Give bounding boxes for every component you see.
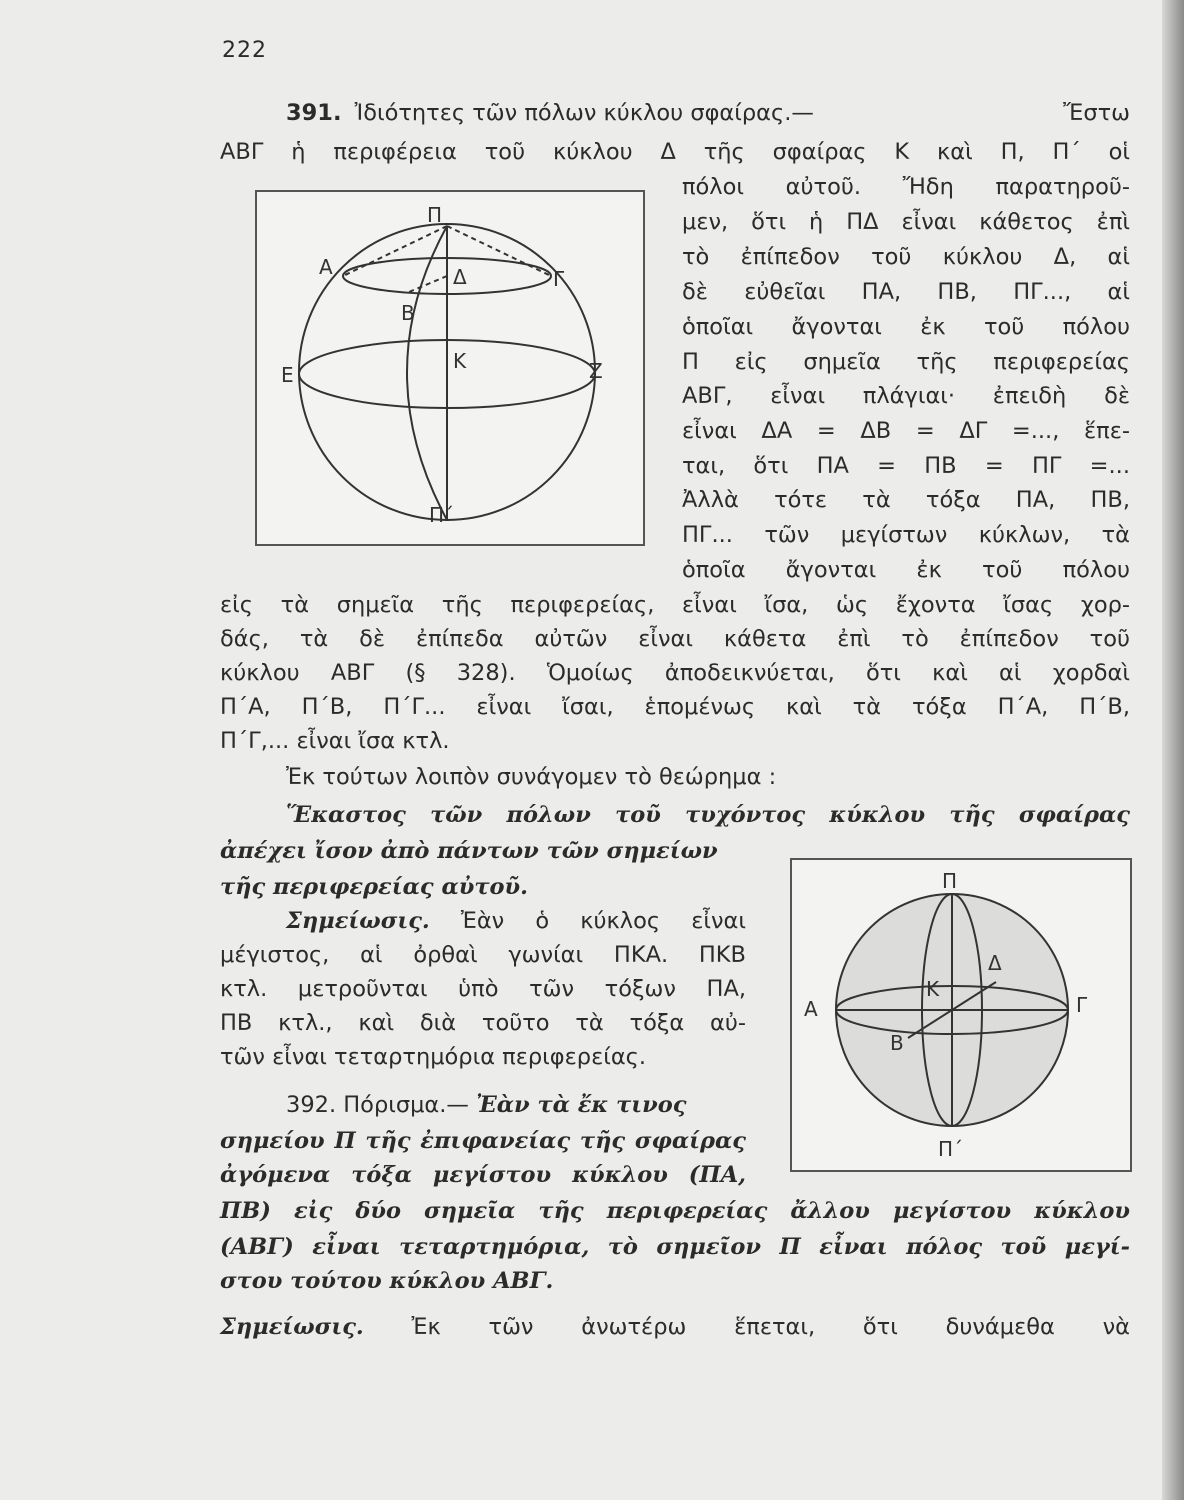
figure-2-label-g: Γ [1076, 993, 1088, 1017]
text-line: ΠΓ... τῶν μεγίστων κύκλων, τὰ [682, 522, 1130, 548]
text-line: ΑΒΓ, εἶναι πλάγιαι· ἐπειδὴ δὲ [682, 383, 1130, 409]
text-line: ται, ὅτι ΠΑ = ΠΒ = ΠΓ =... [682, 453, 1130, 479]
theorem-line: ἀπέχει ἴσον ἀπὸ πάντων τῶν σημείων [220, 838, 718, 864]
text-line: ὁποῖα ἄγονται ἐκ τοῦ πόλου [682, 557, 1130, 583]
meridian-arc [407, 226, 447, 520]
theorem-line: τῆς περιφερείας αὐτοῦ. [220, 874, 528, 900]
figure-1-label-p: Π [427, 203, 443, 227]
figure-2-label-d: Δ [988, 951, 1002, 975]
text-line: δὲ εὐθεῖαι ΠΑ, ΠΒ, ΠΓ..., αἱ [682, 279, 1130, 305]
figure-1-label-d: Δ [453, 265, 467, 289]
figure-1-label-b: Β [401, 301, 415, 325]
corollary-line: (ΑΒΓ) εἶναι τεταρτημόρια, τὸ σημεῖον Π εἶναι πόλος τοῦ μεγί- [220, 1234, 1130, 1260]
page-number: 222 [222, 38, 267, 63]
section-391-heading [286, 98, 1130, 128]
corollary-line: στου τούτου κύκλου ΑΒΓ. [220, 1268, 554, 1294]
figure-1-label-p-prime: Π΄ [429, 503, 455, 527]
text-line: Ἀλλὰ τότε τὰ τόξα ΠΑ, ΠΒ, [682, 487, 1130, 513]
note-text: Ἐὰν ὁ κύκλος εἶναι [460, 908, 746, 934]
text-line: Π΄Γ,... εἶναι ἴσα κτλ. [220, 728, 450, 754]
section-391-title-tail: Ἔστω [1063, 100, 1130, 126]
section-392-heading [286, 1090, 746, 1120]
text-line: κύκλου ΑΒΓ (§ 328). Ὁμοίως ἀποδεικνύεται, ὅτι καὶ αἱ χορδαὶ [220, 660, 1130, 686]
figure-1-label-z: Ζ [589, 359, 603, 383]
corollary-line: ΠΒ) εἰς δύο σημεῖα τῆς περιφερείας ἄλλου μεγίστου κύκλου [220, 1198, 1130, 1224]
note-line: ΠΒ κτλ., καὶ διὰ τοῦτο τὰ τόξα αὐ- [220, 1010, 746, 1036]
note-2-text: Ἐκ τῶν ἀνωτέρω ἕπεται, ὅτι δυνάμεθα νὰ [411, 1314, 1131, 1340]
figure-2-label-k: Κ [926, 977, 940, 1001]
note-2-label: Σημείωσις. [220, 1314, 364, 1340]
text-line: εἰς τὰ σημεῖα τῆς περιφερείας, εἶναι ἴσα, ὡς ἔχοντα ἴσας χορ- [220, 592, 1130, 618]
text-line: Π εἰς σημεῖα τῆς περιφερείας [682, 349, 1130, 375]
text-line: μεν, ὅτι ἡ ΠΔ εἶναι κάθετος ἐπὶ [682, 209, 1130, 235]
section-391-title: Ἰδιότητες τῶν πόλων κύκλου σφαίρας.— [354, 100, 814, 126]
figure-1-drawing [257, 192, 643, 544]
note-line: κτλ. μετροῦνται ὑπὸ τῶν τόξων ΠΑ, [220, 976, 746, 1002]
figure-1-label-e: Ε [281, 363, 294, 387]
text-line: τὸ ἐπίπεδον τοῦ κύκλου Δ, αἱ [682, 244, 1130, 270]
figure-sphere-great-circle [790, 858, 1132, 1172]
conclusion-intro: Ἐκ τούτων λοιπὸν συνάγομεν τὸ θεώρημα : [286, 764, 777, 790]
figure-1-label-g: Γ [553, 267, 565, 291]
note-line [286, 906, 746, 936]
note-label: Σημείωσις. [286, 908, 430, 934]
text-line: ΑΒΓ ἡ περιφέρεια τοῦ κύκλου Δ τῆς σφαίρας Κ καὶ Π, Π΄ οἱ [220, 139, 1130, 165]
figure-2-label-p-prime: Π΄ [938, 1137, 964, 1161]
figure-2-label-p: Π [942, 869, 958, 893]
section-392-number: 392. [286, 1092, 337, 1118]
figure-2-drawing [792, 860, 1130, 1170]
corollary-text: Ἐὰν τὰ ἔκ τινος [476, 1092, 687, 1118]
section-392-title: Πόρισμα.— [343, 1092, 469, 1118]
note-line: τῶν εἶναι τεταρτημόρια περιφερείας. [220, 1044, 647, 1070]
figure-1-label-a: Α [319, 255, 333, 279]
theorem-line: Ἕκαστος τῶν πόλων τοῦ τυχόντος κύκλου τῆς σφαίρας [286, 802, 1130, 828]
segment-db [409, 276, 447, 292]
corollary-line: ἀγόμενα τόξα μεγίστου κύκλου (ΠΑ, [220, 1162, 746, 1188]
text-line: ὁποῖαι ἄγονται ἐκ τοῦ πόλου [682, 314, 1130, 340]
note-2-line [220, 1312, 1130, 1342]
figure-2-label-b: Β [890, 1031, 904, 1055]
note-line: μέγιστος, αἱ ὀρθαὶ γωνίαι ΠΚΑ. ΠΚΒ [220, 942, 746, 968]
text-line: δάς, τὰ δὲ ἐπίπεδα αὐτῶν εἶναι κάθετα ἐπὶ τὸ ἐπίπεδον τοῦ [220, 626, 1130, 652]
page-edge-shadow [1162, 0, 1184, 1500]
section-391-number: 391. [286, 100, 342, 126]
text-line: Π΄Α, Π΄Β, Π΄Γ... εἶναι ἴσαι, ἑπομένως καὶ τὰ τόξα Π΄Α, Π΄Β, [220, 694, 1130, 720]
figure-sphere-small-circle [255, 190, 645, 546]
figure-2-label-a: Α [804, 997, 818, 1021]
text-line: εἶναι ΔΑ = ΔΒ = ΔΓ =..., ἕπε- [682, 418, 1130, 444]
figure-1-label-k: Κ [453, 349, 467, 373]
text-line: πόλοι αὐτοῦ. Ἤδη παρατηροῦ- [682, 174, 1130, 200]
corollary-line: σημείου Π τῆς ἐπιφανείας τῆς σφαίρας [220, 1128, 746, 1154]
